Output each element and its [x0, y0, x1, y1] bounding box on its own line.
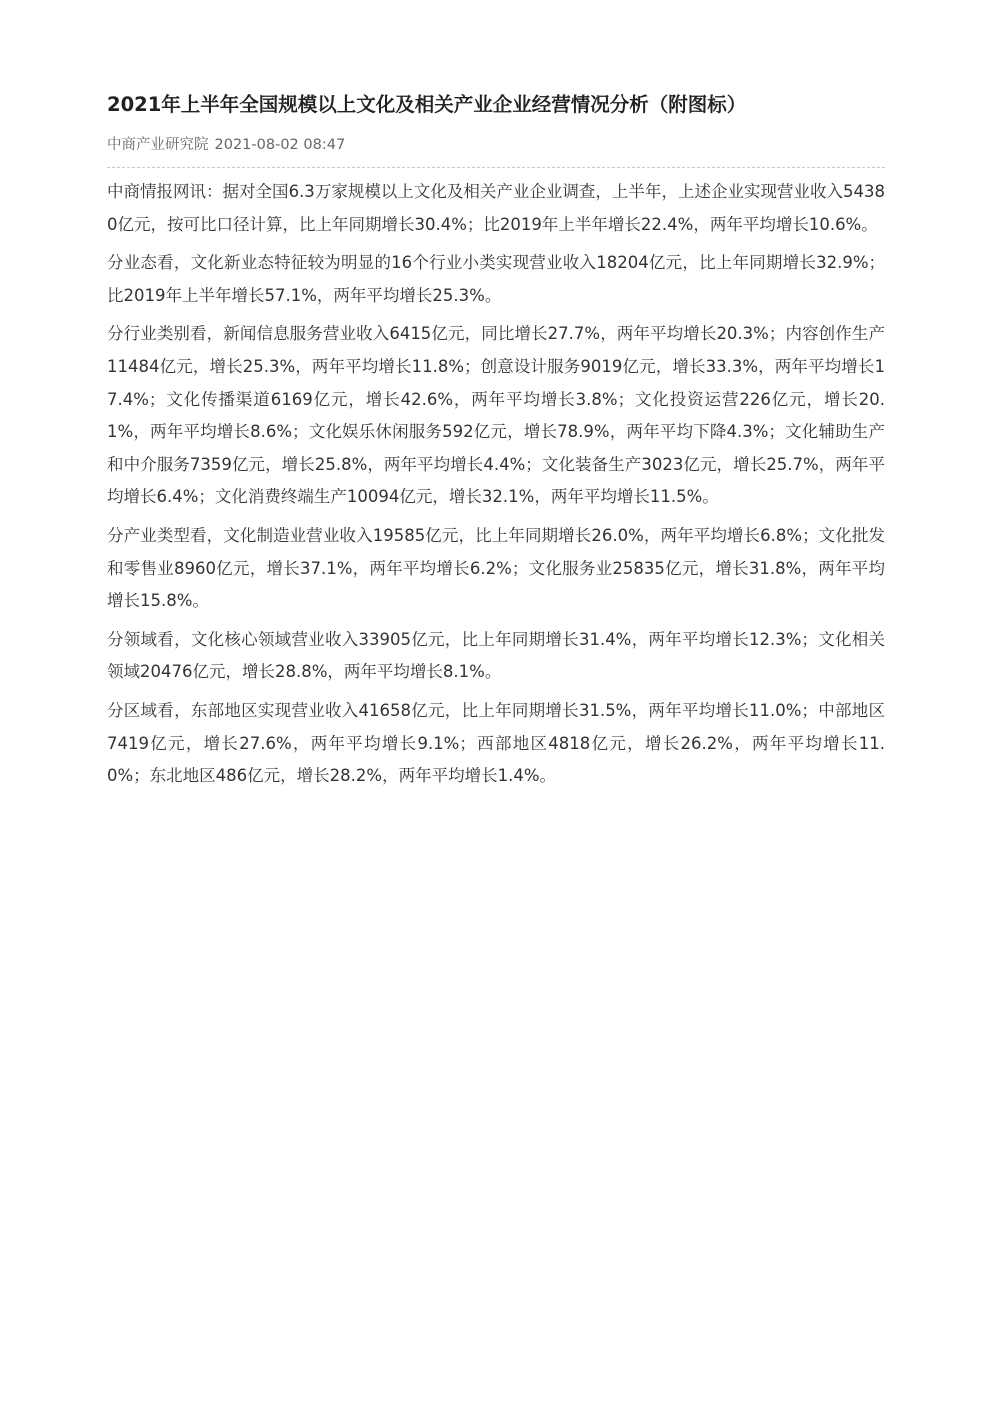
paragraph: 分行业类别看，新闻信息服务营业收入6415亿元，同比增长27.7%，两年平均增长20.3%；内容创作生产11484亿元，增长25.3%，两年平均增长11.8%；创意设计服务9019亿元，增长33.3%，两年平均增长17.4%；文化传播渠道6169亿元，增长42.6%，两年平均增长3.8%；文化投资运营226亿元，增长20.1%，两年平均增长8.6%；文化娱乐休闲服务592亿元，增长78.9%，两年平均下降4.3%；文化辅助生产和中介服务7359亿元，增长25.8%，两年平均增长4.4%；文化装备生产3023亿元，增长25.7%，两年平均增长6.4%；文化消费终端生产10094亿元，增长32.1%，两年平均增长11.5%。 [107, 324, 885, 507]
paragraph: 分区域看，东部地区实现营业收入41658亿元，比上年同期增长31.5%，两年平均增长11.0%；中部地区7419亿元，增长27.6%，两年平均增长9.1%；西部地区4818亿元，增长26.2%，两年平均增长11.0%；东北地区486亿元，增长28.2%，两年平均增长1.4%。 [107, 700, 885, 786]
article-body [107, 176, 885, 793]
article-source: 中商产业研究院 [107, 137, 209, 153]
paragraph: 分业态看，文化新业态特征较为明显的16个行业小类实现营业收入18204亿元，比上年同期增长32.9%；比2019年上半年增长57.1%，两年平均增长25.3%。 [107, 253, 885, 305]
article-meta [107, 135, 885, 155]
paragraph: 分领域看，文化核心领域营业收入33905亿元，比上年同期增长31.4%，两年平均增长12.3%；文化相关领域20476亿元，增长28.8%，两年平均增长8.1%。 [107, 629, 885, 682]
article-datetime: 2021-08-02 08:47 [214, 137, 346, 153]
article-title: 2021年上半年全国规模以上文化及相关产业企业经营情况分析（附图标） [107, 93, 747, 116]
article [107, 90, 885, 799]
divider [107, 167, 885, 168]
paragraph: 中商情报网讯：据对全国6.3万家规模以上文化及相关产业企业调查，上半年，上述企业实现营业收入54380亿元，按可比口径计算，比上年同期增长30.4%；比2019年上半年增长22.4%，两年平均增长10.6%。 [107, 182, 885, 234]
paragraph: 分产业类型看，文化制造业营业收入19585亿元，比上年同期增长26.0%，两年平均增长6.8%；文化批发和零售业8960亿元，增长37.1%，两年平均增长6.2%；文化服务业25835亿元，增长31.8%，两年平均增长15.8%。 [107, 525, 885, 611]
